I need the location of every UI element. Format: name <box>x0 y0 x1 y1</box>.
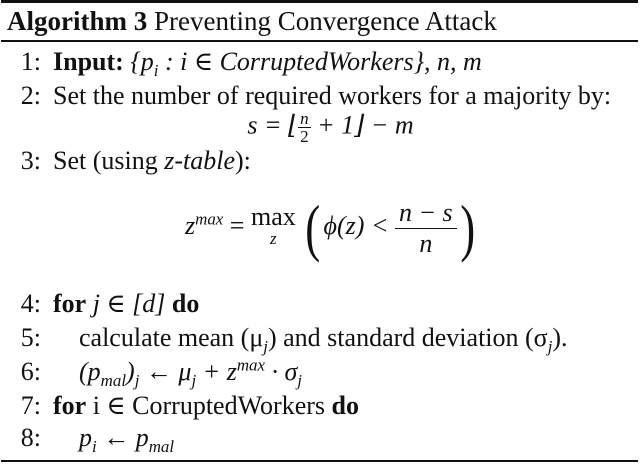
l8-b: ← p <box>96 423 149 452</box>
input-subscript: i <box>153 61 159 81</box>
eq-z-max: max <box>250 202 296 231</box>
caption-title: Preventing Convergence Attack <box>153 6 497 36</box>
line-7-content <box>53 390 359 422</box>
caption-label: Algorithm 3 <box>7 6 148 36</box>
line-5-sub2: j <box>547 337 553 357</box>
line-number: 3: <box>20 146 41 175</box>
line-3-post: ): <box>235 146 251 175</box>
input-set-rest: : i ∈ CorruptedWorkers}, n, m <box>158 47 482 76</box>
l6-d-sup: max <box>236 355 265 375</box>
l8-a: p <box>79 423 92 452</box>
l8-b-sub: mal <box>148 437 175 457</box>
l6-a: (p <box>79 357 101 386</box>
l6-b: ) <box>126 357 135 386</box>
line-4-content <box>53 288 199 320</box>
for-keyword: for <box>53 391 87 420</box>
line-number: 8: <box>20 423 41 452</box>
equation-z <box>1 192 638 276</box>
line-number: 2: <box>20 81 41 110</box>
line-8-content <box>79 422 175 457</box>
l6-a-sub: mal <box>100 371 127 391</box>
l6-c: ← μ <box>139 357 192 386</box>
eq-s-frac-num: n <box>300 109 309 128</box>
line-3-em: z-table <box>164 146 235 175</box>
line-5-sub1: j <box>263 337 268 357</box>
eq-z-max-sub: z <box>270 229 277 248</box>
line-number: 5: <box>20 323 41 352</box>
eq-z-var: z <box>185 210 196 240</box>
l8-a-sub: i <box>92 437 97 457</box>
line-5-content <box>79 322 568 357</box>
left-paren: ( <box>305 192 321 263</box>
caption-rule <box>1 40 638 42</box>
line-5-b: ) and standard deviation (σ <box>267 323 548 352</box>
do-keyword: do <box>171 289 200 318</box>
l6-e-sub: j <box>297 371 302 391</box>
bottom-rule <box>1 460 638 462</box>
eq-z-fraction <box>395 198 457 259</box>
top-rule <box>1 0 638 3</box>
line-5-a: calculate mean (μ <box>79 323 264 352</box>
line-4-mid: j ∈ [d] <box>86 289 172 318</box>
eq-z-frac-den: n <box>419 228 433 258</box>
right-paren: ) <box>459 192 475 263</box>
line-number: 6: <box>20 357 41 386</box>
line-number: 7: <box>20 391 41 420</box>
line-2-text: Set the number of required workers for a majority by: <box>53 81 612 110</box>
eq-z-sup: max <box>195 209 224 229</box>
eq-z-max-operator <box>250 202 296 250</box>
input-keyword: Input: <box>53 47 124 76</box>
l6-d: + z <box>196 357 237 386</box>
for-keyword: for <box>53 289 87 318</box>
line-number: 4: <box>20 289 41 318</box>
line-1-content <box>53 46 482 81</box>
eq-z-equals: = <box>223 210 251 240</box>
eq-z-frac-num: n − s <box>395 198 457 229</box>
eq-z-phi: ϕ(z) < <box>323 210 389 240</box>
eq-s-frac-den: 2 <box>300 127 309 146</box>
line-7-mid: i ∈ CorruptedWorkers <box>86 391 332 420</box>
input-set-open: {p <box>130 47 154 76</box>
l6-c-sub: j <box>191 371 197 391</box>
algorithm-box <box>1 0 638 462</box>
eq-s-rest: + 1⌋ − m <box>310 110 414 140</box>
eq-s-fraction <box>298 110 311 145</box>
eq-s-lhs: s = ⌊ <box>247 110 299 140</box>
algorithm-caption <box>7 4 497 38</box>
line-5-c: ). <box>552 323 568 352</box>
line-3-content <box>53 145 251 177</box>
line-6-content <box>79 355 302 391</box>
do-keyword: do <box>331 391 359 420</box>
line-number: 1: <box>20 47 41 76</box>
l6-b-sub: j <box>134 371 140 391</box>
l6-e: · σ <box>264 357 298 386</box>
line-3-pre: Set (using <box>53 146 165 175</box>
equation-s <box>1 110 638 145</box>
